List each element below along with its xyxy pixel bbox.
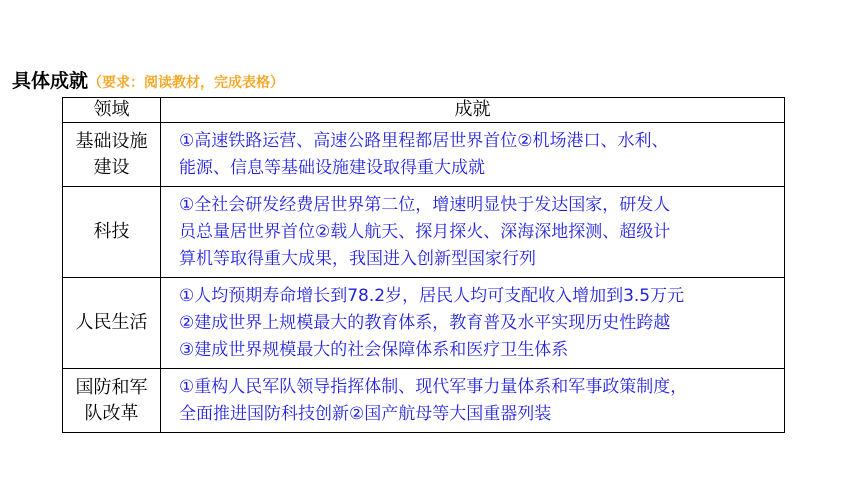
field-cell: [63, 187, 161, 278]
heading-title: 具体成就: [12, 70, 89, 92]
achievements-table: [62, 97, 785, 433]
section-heading: [12, 66, 284, 93]
table-row: [63, 187, 785, 278]
achievement-line: 员总量居世界首位②载人航天、探月探火、深海深地探测、超级计: [179, 222, 671, 242]
table-row: [63, 123, 785, 187]
table-row: [63, 278, 785, 369]
field-line: 科技: [93, 221, 130, 242]
field-cell: [63, 278, 161, 369]
achievement-line: ③建成世界规模最大的社会保障体系和医疗卫生体系: [179, 340, 569, 360]
table-header-row: [63, 98, 785, 123]
field-line: 国防和军: [75, 376, 148, 398]
field-line: 建设: [93, 156, 130, 178]
achievement-line: ①重构人民军队领导指挥体制、现代军事力量体系和军事政策制度，: [179, 377, 688, 397]
field-line: 队改革: [84, 402, 139, 424]
column-header-field: 领域: [63, 98, 161, 123]
table-row: [63, 369, 785, 433]
achievement-line: ②建成世界上规模最大的教育体系，教育普及水平实现历史性跨越: [179, 313, 671, 333]
achievement-line: 全面推进国防科技创新②国产航母等大国重器列装: [179, 404, 552, 424]
field-cell: [63, 123, 161, 187]
field-line: 人民生活: [75, 312, 148, 333]
achievement-line: ①高速铁路运营、高速公路里程都居世界首位②机场港口、水利、: [179, 131, 669, 151]
heading-note: （要求：阅读教材，完成表格）: [88, 75, 285, 91]
achievement-cell: [161, 369, 785, 433]
achievement-line: ①人均预期寿命增长到78.2岁，居民人均可支配收入增加到3.5万元: [179, 286, 685, 306]
achievement-line: ①全社会研发经费居世界第二位，增速明显快于发达国家，研发人: [179, 195, 671, 215]
field-cell: [63, 369, 161, 433]
field-line: 基础设施: [75, 130, 148, 152]
achievement-line: 算机等取得重大成果，我国进入创新型国家行列: [179, 249, 536, 269]
achievement-cell: [161, 123, 785, 187]
column-header-achievement: 成就: [161, 98, 785, 123]
achievement-cell: [161, 187, 785, 278]
achievement-cell: [161, 278, 785, 369]
achievement-line: 能源、信息等基础设施建设取得重大成就: [179, 158, 485, 178]
